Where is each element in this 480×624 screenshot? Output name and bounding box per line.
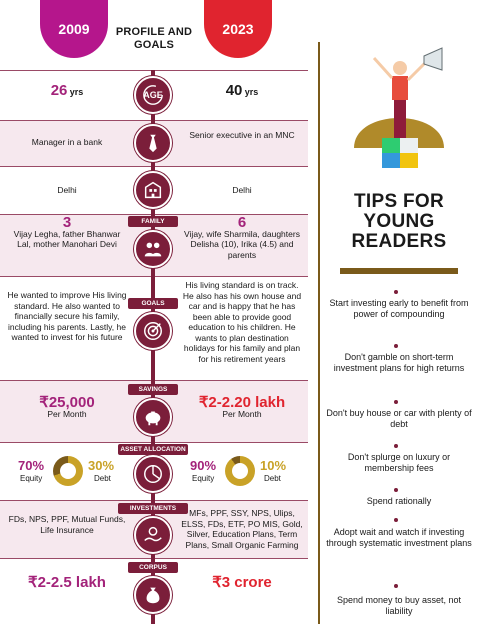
tip-item: Spend money to buy asset, not liability bbox=[336, 595, 462, 616]
family-tag: FAMILY bbox=[128, 216, 178, 227]
savings-2023: ₹2-2.20 lakh Per Month bbox=[198, 394, 286, 419]
year-2009-badge: 2009 bbox=[40, 0, 108, 58]
goals-tag: GOALS bbox=[128, 298, 178, 309]
family-2009: 3 Vijay Legha, father Bhanwar Lal, mother Manohari Devi bbox=[13, 214, 121, 249]
money-bag-icon bbox=[134, 576, 172, 614]
equity-2023-pct: 90% bbox=[190, 458, 217, 473]
woman-megaphone-illustration bbox=[334, 38, 464, 188]
allocation-2009-donut bbox=[53, 456, 83, 486]
allocation-tag: ASSET ALLOCATION bbox=[118, 444, 188, 455]
investments-tag: INVESTMENTS bbox=[118, 503, 188, 514]
tip-item: Don't gamble on short-term investment plans for high returns bbox=[333, 352, 465, 373]
tip-bullet bbox=[394, 488, 398, 492]
tip-item: Start investing early to benefit from power of compounding bbox=[329, 298, 469, 319]
tip-bullet bbox=[394, 344, 398, 348]
tip-bullet bbox=[394, 444, 398, 448]
equity-2023-label: Equity bbox=[192, 474, 215, 483]
tips-title: TIPS FOR YOUNG READERS bbox=[351, 191, 447, 252]
year-2023-badge: 2023 bbox=[204, 0, 272, 58]
investments-2009: FDs, NPS, PPF, Mutual Funds, Life Insurance bbox=[8, 514, 126, 535]
building-icon bbox=[134, 171, 172, 209]
equity-2009-label: Equity bbox=[20, 474, 43, 483]
city-2023: Delhi bbox=[232, 185, 252, 195]
savings-tag: SAVINGS bbox=[128, 384, 178, 395]
tip-item: Spend rationally bbox=[366, 496, 432, 506]
goals-2023: His living standard is on track. He also has his own house and car and is happy that he has been able to provide good education to his children. He wants to plan destination holidays for his family and plan for his retirement years bbox=[182, 280, 302, 364]
city-2009: Delhi bbox=[57, 185, 77, 195]
equity-2009-pct: 70% bbox=[18, 458, 45, 473]
job-2009: Manager in a bank bbox=[31, 137, 103, 147]
allocation-2023-donut bbox=[225, 456, 255, 486]
corpus-2023: ₹3 crore bbox=[212, 574, 272, 591]
tips-underline bbox=[340, 268, 458, 274]
family-2023: 6 Vijay, wife Sharmila, daughters Delisha (10), Irika (4.5) and parents bbox=[184, 214, 300, 260]
target-icon bbox=[134, 312, 172, 350]
debt-2023-pct: 10% bbox=[260, 458, 287, 473]
hand-coin-icon bbox=[134, 516, 172, 554]
debt-2009-label: Debt bbox=[94, 474, 111, 483]
age-icon: AGE bbox=[134, 76, 172, 114]
profile-title: PROFILE AND GOALS bbox=[115, 26, 193, 51]
corpus-2009: ₹2-2.5 lakh bbox=[28, 574, 106, 591]
tip-item: Adopt wait and watch if investing through systematic investment plans bbox=[326, 527, 472, 548]
goals-2009: He wanted to improve His living standard. He also wanted to financially secure his family, including his parents. Lastly, he wanted to invest for his future bbox=[7, 290, 127, 342]
age-2023: 40 yrs bbox=[225, 82, 259, 99]
tip-item: Don't splurge on luxury or membership fees bbox=[347, 452, 451, 473]
savings-2009: ₹25,000 Per Month bbox=[39, 394, 95, 419]
piggy-bank-icon bbox=[134, 398, 172, 436]
corpus-tag: CORPUS bbox=[128, 562, 178, 573]
job-2023: Senior executive in an MNC bbox=[189, 130, 295, 140]
tip-bullet bbox=[394, 518, 398, 522]
debt-2009-pct: 30% bbox=[88, 458, 115, 473]
tie-icon bbox=[134, 124, 172, 162]
investments-2023: MFs, PPF, SSY, NPS, Ulips, ELSS, FDs, ETF, PO MIS, Gold, Silver, Education Plans, Term Plans, Small Organic Farming bbox=[181, 508, 303, 550]
tip-item: Don't buy house or car with plenty of debt bbox=[326, 408, 472, 429]
tip-bullet bbox=[394, 584, 398, 588]
tip-bullet bbox=[394, 400, 398, 404]
tips-panel bbox=[318, 0, 480, 624]
age-2009: 26 yrs bbox=[50, 82, 84, 99]
debt-2023-label: Debt bbox=[264, 474, 281, 483]
tip-bullet bbox=[394, 290, 398, 294]
pie-allocation-icon bbox=[134, 455, 172, 493]
family-icon bbox=[134, 230, 172, 268]
